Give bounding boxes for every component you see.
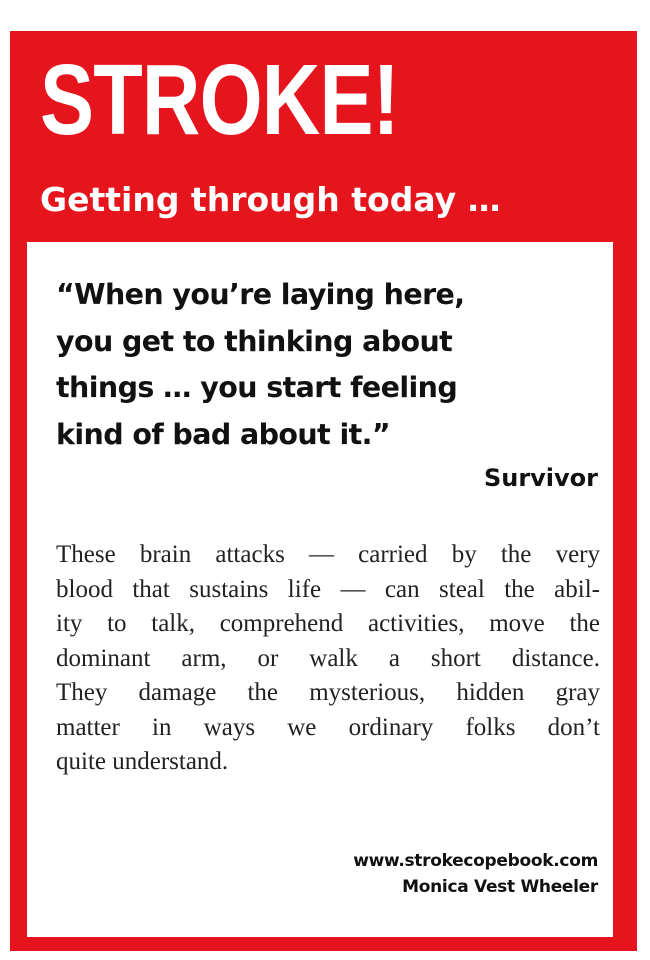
quote-line: “When you’re laying here, [56,278,465,311]
body-line: matter in ways we ordinary folks don’t [56,713,600,741]
author-name: Monica Vest Wheeler [402,877,598,897]
body-paragraph [56,538,600,780]
website-link[interactable]: www.strokecopebook.com [353,851,598,871]
subtitle: Getting through today … [40,180,501,219]
body-line: dominant arm, or walk a short distance. [56,644,600,672]
body-line: They damage the mysterious, hidden gray [56,679,600,706]
body-line: ity to talk, comprehend activities, move the [56,610,600,637]
footer-credits [353,848,598,900]
quote-line: kind of bad about it.” [56,418,390,452]
survivor-quote [56,272,616,459]
quote-attribution: Survivor [483,464,598,492]
quote-line: you get to thinking about [56,324,453,358]
body-line: quite understand. [56,748,229,775]
body-line: These brain attacks — carried by the very [56,541,600,568]
body-line: blood that sustains life — can steal the abil- [56,575,600,603]
page-title: STROKE! [40,44,399,156]
quote-line: things … you start feeling [56,371,458,405]
